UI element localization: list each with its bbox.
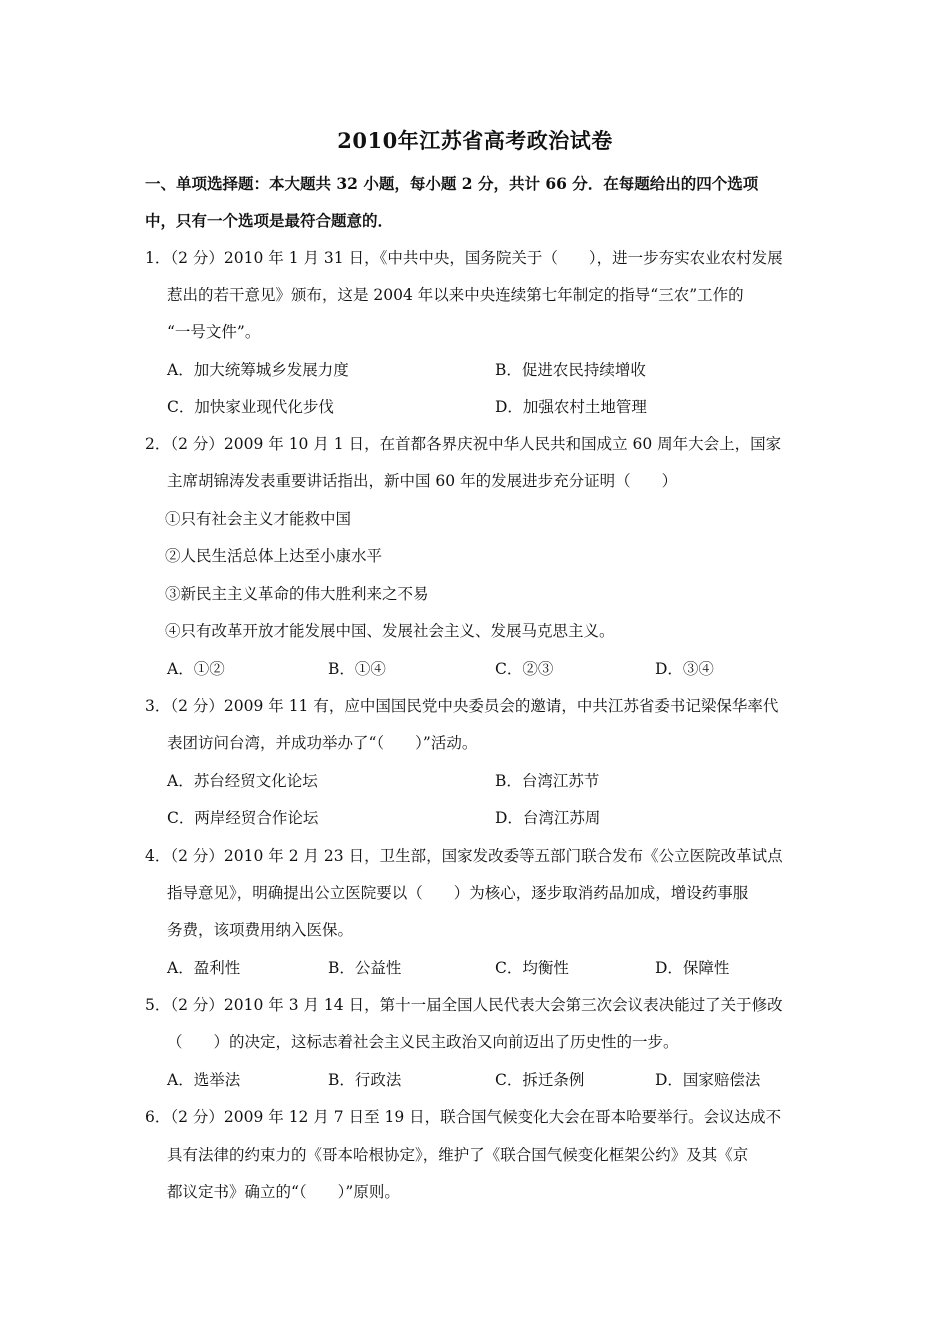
question-1-option-a[interactable]: A．加大统筹城乡发展力度 — [167, 361, 349, 379]
page-title: 2010年江苏省高考政治试卷 — [337, 128, 613, 153]
question-4-option-a[interactable]: A．盈利性 — [167, 959, 241, 977]
question-5-option-c[interactable]: C．拆迁条例 — [495, 1071, 585, 1089]
question-6-line-3: 都议定书》确立的“（ ）”原则。 — [167, 1183, 400, 1201]
question-2-statement-2: ②人民生活总体上达至小康水平 — [165, 547, 383, 565]
question-5-option-a[interactable]: A．选举法 — [167, 1071, 241, 1089]
question-5-option-d[interactable]: D．国家赔偿法 — [655, 1071, 761, 1089]
question-1-option-d[interactable]: D．加强农村土地管理 — [495, 398, 647, 416]
question-3-line-2: 表团访问台湾，并成功举办了“（ ）”活动。 — [167, 734, 478, 752]
question-2-statement-3: ③新民主主义革命的伟大胜利来之不易 — [165, 585, 429, 603]
question-5-line-1: 5．（2 分）2010 年 3 月 14 日，第十一届全国人民代表大会第三次会议表决能过了关于修改 — [145, 996, 783, 1014]
question-6-line-2: 具有法律的约束力的《哥本哈根协定》，维护了《联合国气候变化框架公约》及其《京 — [167, 1146, 749, 1164]
question-2-option-d[interactable]: D．③④ — [655, 660, 714, 678]
question-1-option-c[interactable]: C．加快家业现代化步伐 — [167, 398, 334, 416]
question-5-line-2: （ ）的决定，这标志着社会主义民主政治又向前迈出了历史性的一步。 — [167, 1033, 679, 1051]
question-1-line-1: 1．（2 分）2010 年 1 月 31 日，《中共中央，国务院关于（ ），进一步夯实农业农村发展 — [145, 249, 783, 267]
question-6-line-1: 6．（2 分）2009 年 12 月 7 日至 19 日，联合国气候变化大会在哥本哈要举行。会议达成不 — [145, 1108, 782, 1126]
question-3-line-1: 3．（2 分）2009 年 11 有，应中国国民党中央委员会的邀请，中共江苏省委书记梁保华率代 — [145, 697, 779, 715]
question-5-option-b[interactable]: B．行政法 — [328, 1071, 402, 1089]
question-4-option-d[interactable]: D．保障性 — [655, 959, 730, 977]
question-4-line-3: 务费，该项费用纳入医保。 — [167, 921, 354, 939]
question-2-statement-1: ①只有社会主义才能救中国 — [165, 510, 352, 528]
question-3-option-a[interactable]: A．苏台经贸文化论坛 — [167, 772, 318, 790]
question-2-line-1: 2．（2 分）2009 年 10 月 1 日，在首都各界庆祝中华人民共和国成立 60 周年大会上，国家 — [145, 435, 782, 453]
question-2-option-b[interactable]: B．①④ — [328, 660, 386, 678]
question-4-option-b[interactable]: B．公益性 — [328, 959, 402, 977]
question-4-line-1: 4．（2 分）2010 年 2 月 23 日，卫生部，国家发改委等五部门联合发布《公立医院改革试点 — [145, 847, 783, 865]
question-1-line-3: “一号文件”。 — [167, 323, 261, 341]
question-3-option-d[interactable]: D．台湾江苏周 — [495, 809, 601, 827]
question-3-option-c[interactable]: C．两岸经贸合作论坛 — [167, 809, 319, 827]
question-1-line-2: 惹出的若干意见》颁布，这是 2004 年以来中央连续第七年制定的指导“三农”工作的 — [167, 286, 744, 304]
question-2-option-c[interactable]: C．②③ — [495, 660, 554, 678]
question-3-option-b[interactable]: B．台湾江苏节 — [495, 772, 600, 790]
section-heading-line1: 一、单项选择题：本大题共 32 小题，每小题 2 分，共计 66 分．在每题给出的四个选项 — [145, 174, 759, 193]
question-2-line-2: 主席胡锦涛发表重要讲话指出，新中国 60 年的发展进步充分证明（ ） — [167, 472, 678, 490]
question-2-option-a[interactable]: A．①② — [167, 660, 225, 678]
question-2-statement-4: ④只有改革开放才能发展中国、发展社会主义、发展马克思主义。 — [165, 622, 615, 640]
section-heading-line2: 中，只有一个选项是最符合题意的． — [145, 211, 394, 230]
question-4-line-2: 指导意见》，明确提出公立医院要以（ ）为核心，逐步取消药品加成，增设药事服 — [167, 884, 749, 902]
question-4-option-c[interactable]: C．均衡性 — [495, 959, 569, 977]
question-1-option-b[interactable]: B．促进农民持续增收 — [495, 361, 646, 379]
